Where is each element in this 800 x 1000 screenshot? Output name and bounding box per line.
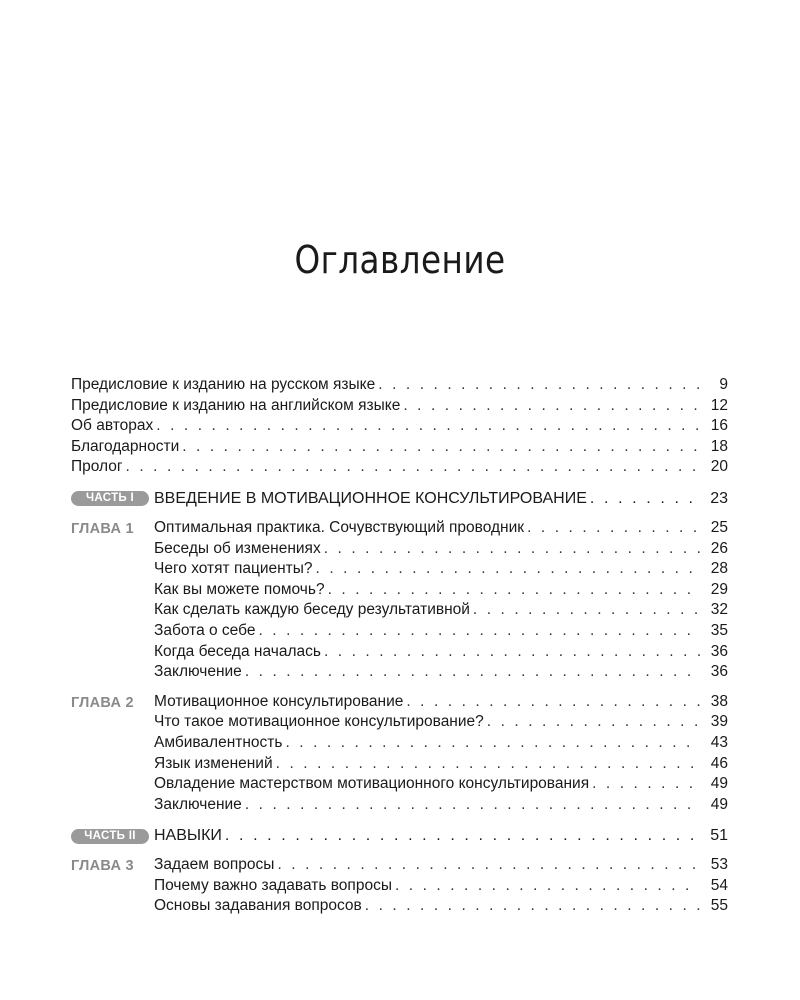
toc-part-heading[interactable] [71,825,728,847]
toc-entry-title: Язык изменений [154,754,273,772]
toc-entry-page: 43 [710,733,728,751]
toc-entry[interactable] [71,663,728,684]
toc-entry[interactable] [71,734,728,755]
toc-entry-page: 38 [710,692,728,710]
toc-entry[interactable] [71,519,728,540]
toc-entry-page: 32 [710,601,728,619]
toc-entry[interactable] [71,622,728,643]
toc-entry-title: Когда беседа началась [154,642,321,660]
toc-entry-page: 9 [719,376,728,393]
toc-entry-title: Беседы об изменениях [154,539,321,557]
toc-entry[interactable] [71,643,728,664]
toc-entry-title: Забота о себе [154,621,256,639]
dot-leader [590,490,700,508]
toc-entry[interactable] [71,713,728,734]
toc-entry-page: 26 [710,539,728,557]
toc-entry[interactable] [71,540,728,561]
toc-entry-title: Мотивационное консультирование [154,692,404,710]
dot-leader [182,438,700,456]
toc-entry-title: Оптимальная практика. Сочувствующий проводник [154,518,525,536]
toc-entry-page: 36 [710,663,728,681]
toc-entry-page: 53 [710,856,728,874]
chapter-label: ГЛАВА 3 [71,858,134,875]
toc-entry[interactable] [71,376,728,397]
part-title: ВВЕДЕНИЕ В МОТИВАЦИОННОЕ КОНСУЛЬТИРОВАНИЕ [154,489,587,507]
toc-entry-title: Основы задавания вопросов [154,897,362,915]
dot-leader [406,693,700,711]
toc-entry-page: 36 [710,642,728,660]
dot-leader [378,376,700,394]
toc-entry-page: 16 [710,417,728,435]
chapter-label: ГЛАВА 2 [71,694,134,711]
part-title: НАВЫКИ [154,827,222,845]
toc-entry[interactable] [71,877,728,898]
chapter-label: ГЛАВА 1 [71,520,134,537]
toc-entry-title: Как вы можете помочь? [154,580,325,598]
part-page: 51 [710,827,728,845]
dot-leader [225,827,700,845]
toc-entry-page: 46 [710,754,728,772]
dot-leader [473,601,700,619]
dot-leader [156,417,700,435]
dot-leader [328,581,700,599]
dot-leader [324,643,700,661]
toc-entry[interactable] [71,397,728,418]
toc-entry[interactable] [71,581,728,602]
part-page: 23 [710,489,728,507]
toc-entry-title: Пролог [71,458,123,476]
dot-leader [316,560,700,578]
toc-entry[interactable] [71,438,728,459]
dot-leader [365,897,700,915]
dot-leader [527,519,700,537]
toc-entry-title: Амбивалентность [154,733,283,751]
toc-entry-page: 49 [710,795,728,813]
dot-leader [592,775,700,793]
dot-leader [277,856,700,874]
toc-entry-page: 18 [710,437,728,455]
dot-leader [126,458,700,476]
dot-leader [403,397,700,415]
toc-entry-page: 35 [710,621,728,639]
toc-entry-page: 12 [710,396,728,414]
toc-entry-title: Чего хотят пациенты? [154,560,313,578]
toc-entry-page: 29 [710,580,728,598]
toc-entry[interactable] [71,856,728,877]
toc-entry[interactable] [71,560,728,581]
dot-leader [245,663,700,681]
part-badge: ЧАСТЬ II [71,829,149,844]
toc-entry[interactable] [71,417,728,438]
toc-entry[interactable] [71,897,728,918]
chapter-block [71,693,728,817]
toc-part-heading[interactable] [71,488,728,510]
toc-entry-title: Задаем вопросы [154,856,275,874]
toc-entry-title: Как сделать каждую беседу результативной [154,601,470,619]
part-badge: ЧАСТЬ I [71,491,149,506]
page-title: Оглавление [294,238,506,282]
toc-entry-page: 39 [710,713,728,731]
toc-entry-title: Заключение [154,795,242,813]
chapter-block [71,856,728,918]
toc-entry-page: 20 [710,458,728,476]
dot-leader [395,877,700,895]
dot-leader [245,796,700,814]
toc-entry[interactable] [71,601,728,622]
dot-leader [324,540,700,558]
toc-entry[interactable] [71,755,728,776]
dot-leader [487,713,700,731]
toc-entry[interactable] [71,796,728,817]
toc-entry-page: 54 [710,876,728,894]
toc-entry[interactable] [71,693,728,714]
dot-leader [276,755,700,773]
toc-entry-page: 28 [710,560,728,578]
toc-entry-title: Заключение [154,663,242,681]
chapter-block [71,519,728,684]
toc-entry-title: Предисловие к изданию на русском языке [71,376,376,393]
toc-entry-title: Предисловие к изданию на английском языке [71,396,401,414]
toc-entry-title: Благодарности [71,437,180,455]
toc-entry-page: 49 [710,775,728,793]
toc-entry-title: Овладение мастерством мотивационного консультирования [154,775,590,793]
toc-entry[interactable] [71,458,728,479]
toc-entry-title: Почему важно задавать вопросы [154,876,392,894]
toc-entry-page: 55 [710,897,728,915]
toc-entry[interactable] [71,775,728,796]
dot-leader [258,622,700,640]
dot-leader [285,734,700,752]
toc-entry-page: 25 [710,518,728,536]
toc-entry-title: Что такое мотивационное консультирование? [154,713,484,731]
table-of-contents [71,376,728,918]
toc-entry-title: Об авторах [71,417,154,435]
